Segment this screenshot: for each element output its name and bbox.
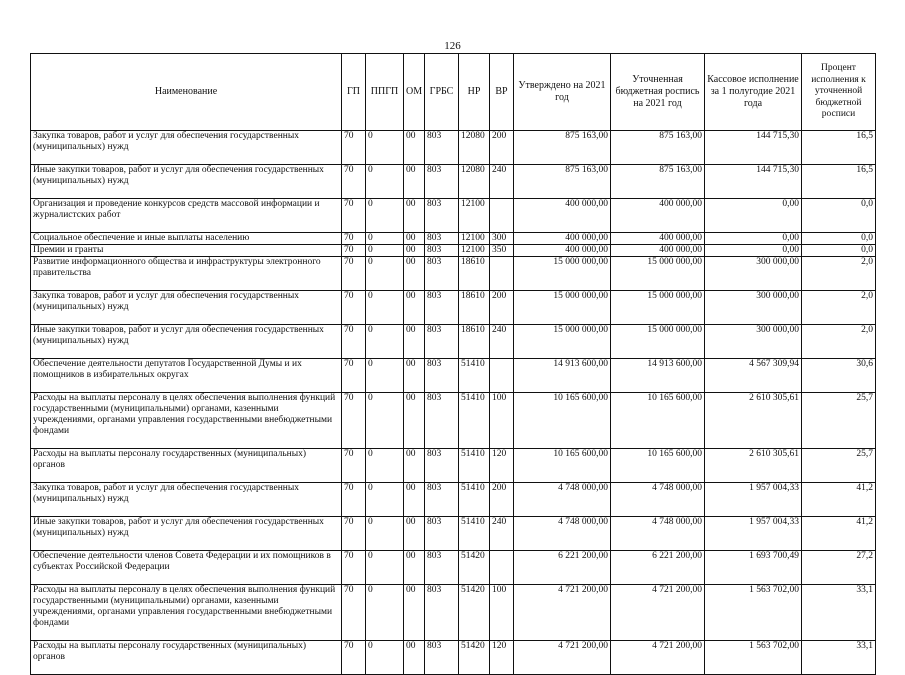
- cell-nr: 18610: [459, 325, 490, 359]
- table-row: [31, 483, 876, 517]
- cell-name: Расходы на выплаты персоналу в целях обеспечения выполнения функций государственными (муниципальными) органами, казенными учреждениями, органами управления государственными внебюджетными фондами: [31, 585, 342, 641]
- table-row: [31, 131, 876, 165]
- cell-gp: 70: [342, 359, 366, 393]
- cell-gp: 70: [342, 199, 366, 233]
- cell-vr: 200: [490, 131, 514, 165]
- table-row: [31, 551, 876, 585]
- cell-gp: 70: [342, 483, 366, 517]
- cell-om: 00: [404, 551, 425, 585]
- cell-cash: 300 000,00: [705, 257, 802, 291]
- col-header-nr: НР: [459, 54, 490, 131]
- cell-percent: 41,2: [802, 483, 876, 517]
- cell-percent: 25,7: [802, 449, 876, 483]
- cell-nr: 51420: [459, 585, 490, 641]
- table-row: [31, 165, 876, 199]
- cell-ppgp: 0: [366, 483, 404, 517]
- cell-cash: 300 000,00: [705, 325, 802, 359]
- cell-grbs: 803: [425, 641, 459, 675]
- cell-om: 00: [404, 199, 425, 233]
- cell-approved: 10 165 600,00: [514, 393, 611, 449]
- cell-ppgp: 0: [366, 257, 404, 291]
- cell-name: Расходы на выплаты персоналу в целях обеспечения выполнения функций государственными (муниципальными) органами, казенными учреждениями, органами управления государственными внебюджетными фондами: [31, 393, 342, 449]
- cell-om: 00: [404, 359, 425, 393]
- cell-percent: 30,6: [802, 359, 876, 393]
- cell-percent: 0,0: [802, 245, 876, 257]
- cell-cash: 0,00: [705, 245, 802, 257]
- table-row: [31, 641, 876, 675]
- cell-refined: 400 000,00: [611, 245, 705, 257]
- cell-vr: 240: [490, 325, 514, 359]
- cell-percent: 0,0: [802, 199, 876, 233]
- cell-nr: 51410: [459, 483, 490, 517]
- cell-ppgp: 0: [366, 449, 404, 483]
- cell-approved: 400 000,00: [514, 245, 611, 257]
- cell-vr: 300: [490, 233, 514, 245]
- cell-nr: 12100: [459, 199, 490, 233]
- table-row: [31, 199, 876, 233]
- cell-name: Социальное обеспечение и иные выплаты населению: [31, 233, 342, 245]
- cell-nr: 51410: [459, 517, 490, 551]
- cell-approved: 15 000 000,00: [514, 257, 611, 291]
- cell-gp: 70: [342, 165, 366, 199]
- cell-vr: 100: [490, 393, 514, 449]
- cell-percent: 41,2: [802, 517, 876, 551]
- cell-gp: 70: [342, 449, 366, 483]
- cell-cash: 1 693 700,49: [705, 551, 802, 585]
- cell-percent: 2,0: [802, 291, 876, 325]
- cell-refined: 4 721 200,00: [611, 641, 705, 675]
- cell-ppgp: 0: [366, 291, 404, 325]
- col-header-refined: Уточненная бюджетная роспись на 2021 год: [611, 54, 705, 131]
- cell-cash: 2 610 305,61: [705, 393, 802, 449]
- cell-vr: 100: [490, 585, 514, 641]
- cell-approved: 6 221 200,00: [514, 551, 611, 585]
- cell-percent: 16,5: [802, 131, 876, 165]
- cell-approved: 875 163,00: [514, 131, 611, 165]
- cell-grbs: 803: [425, 199, 459, 233]
- cell-cash: 144 715,30: [705, 165, 802, 199]
- cell-refined: 400 000,00: [611, 233, 705, 245]
- cell-vr: [490, 257, 514, 291]
- cell-vr: 240: [490, 165, 514, 199]
- col-header-grbs: ГРБС: [425, 54, 459, 131]
- col-header-gp: ГП: [342, 54, 366, 131]
- cell-om: 00: [404, 483, 425, 517]
- cell-grbs: 803: [425, 245, 459, 257]
- cell-approved: 400 000,00: [514, 199, 611, 233]
- cell-name: Иные закупки товаров, работ и услуг для обеспечения государственных (муниципальных) нужд: [31, 165, 342, 199]
- cell-nr: 12080: [459, 165, 490, 199]
- cell-refined: 875 163,00: [611, 165, 705, 199]
- col-header-ppgp: ППГП: [366, 54, 404, 131]
- cell-grbs: 803: [425, 257, 459, 291]
- cell-approved: 4 721 200,00: [514, 585, 611, 641]
- cell-approved: 4 748 000,00: [514, 517, 611, 551]
- cell-approved: 875 163,00: [514, 165, 611, 199]
- col-header-approved: Утверждено на 2021 год: [514, 54, 611, 131]
- col-header-vr: ВР: [490, 54, 514, 131]
- cell-name: Организация и проведение конкурсов средств массовой информации и журналистских работ: [31, 199, 342, 233]
- cell-refined: 4 748 000,00: [611, 517, 705, 551]
- cell-grbs: 803: [425, 359, 459, 393]
- cell-ppgp: 0: [366, 641, 404, 675]
- cell-gp: 70: [342, 291, 366, 325]
- cell-grbs: 803: [425, 233, 459, 245]
- header-row: [31, 54, 876, 131]
- cell-refined: 4 748 000,00: [611, 483, 705, 517]
- cell-grbs: 803: [425, 449, 459, 483]
- cell-percent: 27,2: [802, 551, 876, 585]
- cell-vr: 200: [490, 291, 514, 325]
- cell-refined: 400 000,00: [611, 199, 705, 233]
- cell-om: 00: [404, 291, 425, 325]
- cell-nr: 18610: [459, 257, 490, 291]
- table-row: [31, 233, 876, 245]
- cell-om: 00: [404, 131, 425, 165]
- cell-refined: 875 163,00: [611, 131, 705, 165]
- cell-name: Развитие информационного общества и инфраструктуры электронного правительства: [31, 257, 342, 291]
- cell-ppgp: 0: [366, 325, 404, 359]
- cell-name: Премии и гранты: [31, 245, 342, 257]
- cell-vr: 120: [490, 449, 514, 483]
- cell-cash: 1 957 004,33: [705, 517, 802, 551]
- cell-gp: 70: [342, 325, 366, 359]
- cell-nr: 51410: [459, 359, 490, 393]
- cell-vr: 200: [490, 483, 514, 517]
- cell-grbs: 803: [425, 551, 459, 585]
- table-row: [31, 291, 876, 325]
- cell-name: Закупка товаров, работ и услуг для обеспечения государственных (муниципальных) нужд: [31, 291, 342, 325]
- page-number: 126: [444, 40, 461, 52]
- cell-name: Обеспечение деятельности депутатов Государственной Думы и их помощников в избирательных округах: [31, 359, 342, 393]
- cell-om: 00: [404, 585, 425, 641]
- cell-grbs: 803: [425, 325, 459, 359]
- cell-approved: 15 000 000,00: [514, 291, 611, 325]
- cell-om: 00: [404, 641, 425, 675]
- cell-vr: 240: [490, 517, 514, 551]
- cell-gp: 70: [342, 585, 366, 641]
- cell-gp: 70: [342, 257, 366, 291]
- cell-percent: 33,1: [802, 585, 876, 641]
- cell-ppgp: 0: [366, 131, 404, 165]
- cell-nr: 51410: [459, 393, 490, 449]
- cell-name: Закупка товаров, работ и услуг для обеспечения государственных (муниципальных) нужд: [31, 131, 342, 165]
- cell-om: 00: [404, 245, 425, 257]
- cell-nr: 12100: [459, 233, 490, 245]
- cell-gp: 70: [342, 551, 366, 585]
- cell-gp: 70: [342, 641, 366, 675]
- cell-gp: 70: [342, 245, 366, 257]
- cell-cash: 1 563 702,00: [705, 585, 802, 641]
- cell-cash: 4 567 309,94: [705, 359, 802, 393]
- cell-approved: 400 000,00: [514, 233, 611, 245]
- col-header-cash: Кассовое исполнение за 1 полугодие 2021 года: [705, 54, 802, 131]
- cell-ppgp: 0: [366, 359, 404, 393]
- cell-ppgp: 0: [366, 393, 404, 449]
- cell-gp: 70: [342, 131, 366, 165]
- cell-grbs: 803: [425, 585, 459, 641]
- table-row: [31, 257, 876, 291]
- cell-percent: 2,0: [802, 325, 876, 359]
- table-row: [31, 325, 876, 359]
- cell-gp: 70: [342, 517, 366, 551]
- cell-grbs: 803: [425, 483, 459, 517]
- cell-grbs: 803: [425, 165, 459, 199]
- cell-cash: 2 610 305,61: [705, 449, 802, 483]
- cell-nr: 51420: [459, 641, 490, 675]
- cell-grbs: 803: [425, 291, 459, 325]
- table-row: [31, 517, 876, 551]
- cell-refined: 6 221 200,00: [611, 551, 705, 585]
- cell-percent: 25,7: [802, 393, 876, 449]
- cell-refined: 4 721 200,00: [611, 585, 705, 641]
- cell-om: 00: [404, 325, 425, 359]
- cell-cash: 0,00: [705, 233, 802, 245]
- cell-om: 00: [404, 393, 425, 449]
- cell-cash: 1 563 702,00: [705, 641, 802, 675]
- cell-gp: 70: [342, 233, 366, 245]
- cell-cash: 1 957 004,33: [705, 483, 802, 517]
- cell-ppgp: 0: [366, 517, 404, 551]
- table-row: [31, 393, 876, 449]
- cell-refined: 10 165 600,00: [611, 393, 705, 449]
- cell-ppgp: 0: [366, 585, 404, 641]
- col-header-percent: Процент исполнения к уточненной бюджетной росписи: [802, 54, 876, 131]
- cell-nr: 12080: [459, 131, 490, 165]
- cell-gp: 70: [342, 393, 366, 449]
- table-row: [31, 359, 876, 393]
- cell-name: Закупка товаров, работ и услуг для обеспечения государственных (муниципальных) нужд: [31, 483, 342, 517]
- cell-nr: 18610: [459, 291, 490, 325]
- cell-percent: 33,1: [802, 641, 876, 675]
- cell-ppgp: 0: [366, 245, 404, 257]
- cell-refined: 10 165 600,00: [611, 449, 705, 483]
- cell-grbs: 803: [425, 393, 459, 449]
- cell-vr: [490, 199, 514, 233]
- cell-om: 00: [404, 517, 425, 551]
- cell-om: 00: [404, 257, 425, 291]
- cell-cash: 144 715,30: [705, 131, 802, 165]
- cell-vr: 350: [490, 245, 514, 257]
- cell-grbs: 803: [425, 517, 459, 551]
- cell-nr: 51410: [459, 449, 490, 483]
- cell-vr: [490, 359, 514, 393]
- cell-grbs: 803: [425, 131, 459, 165]
- cell-name: Расходы на выплаты персоналу государственных (муниципальных) органов: [31, 449, 342, 483]
- col-header-name: Наименование: [31, 54, 342, 131]
- cell-name: Расходы на выплаты персоналу государственных (муниципальных) органов: [31, 641, 342, 675]
- cell-ppgp: 0: [366, 551, 404, 585]
- cell-refined: 15 000 000,00: [611, 325, 705, 359]
- cell-approved: 4 721 200,00: [514, 641, 611, 675]
- cell-percent: 16,5: [802, 165, 876, 199]
- cell-ppgp: 0: [366, 233, 404, 245]
- table-row: [31, 245, 876, 257]
- cell-percent: 2,0: [802, 257, 876, 291]
- cell-nr: 12100: [459, 245, 490, 257]
- cell-approved: 10 165 600,00: [514, 449, 611, 483]
- cell-name: Иные закупки товаров, работ и услуг для обеспечения государственных (муниципальных) нужд: [31, 517, 342, 551]
- cell-approved: 15 000 000,00: [514, 325, 611, 359]
- cell-cash: 0,00: [705, 199, 802, 233]
- table-row: [31, 585, 876, 641]
- cell-om: 00: [404, 165, 425, 199]
- cell-om: 00: [404, 233, 425, 245]
- cell-ppgp: 0: [366, 199, 404, 233]
- cell-refined: 15 000 000,00: [611, 257, 705, 291]
- cell-refined: 15 000 000,00: [611, 291, 705, 325]
- budget-table: [30, 53, 876, 675]
- cell-percent: 0,0: [802, 233, 876, 245]
- cell-approved: 14 913 600,00: [514, 359, 611, 393]
- cell-refined: 14 913 600,00: [611, 359, 705, 393]
- cell-vr: [490, 551, 514, 585]
- cell-vr: 120: [490, 641, 514, 675]
- cell-om: 00: [404, 449, 425, 483]
- cell-ppgp: 0: [366, 165, 404, 199]
- cell-nr: 51420: [459, 551, 490, 585]
- cell-name: Иные закупки товаров, работ и услуг для обеспечения государственных (муниципальных) нужд: [31, 325, 342, 359]
- table-row: [31, 449, 876, 483]
- cell-name: Обеспечение деятельности членов Совета Федерации и их помощников в субъектах Российской Федерации: [31, 551, 342, 585]
- cell-cash: 300 000,00: [705, 291, 802, 325]
- col-header-om: ОМ: [404, 54, 425, 131]
- cell-approved: 4 748 000,00: [514, 483, 611, 517]
